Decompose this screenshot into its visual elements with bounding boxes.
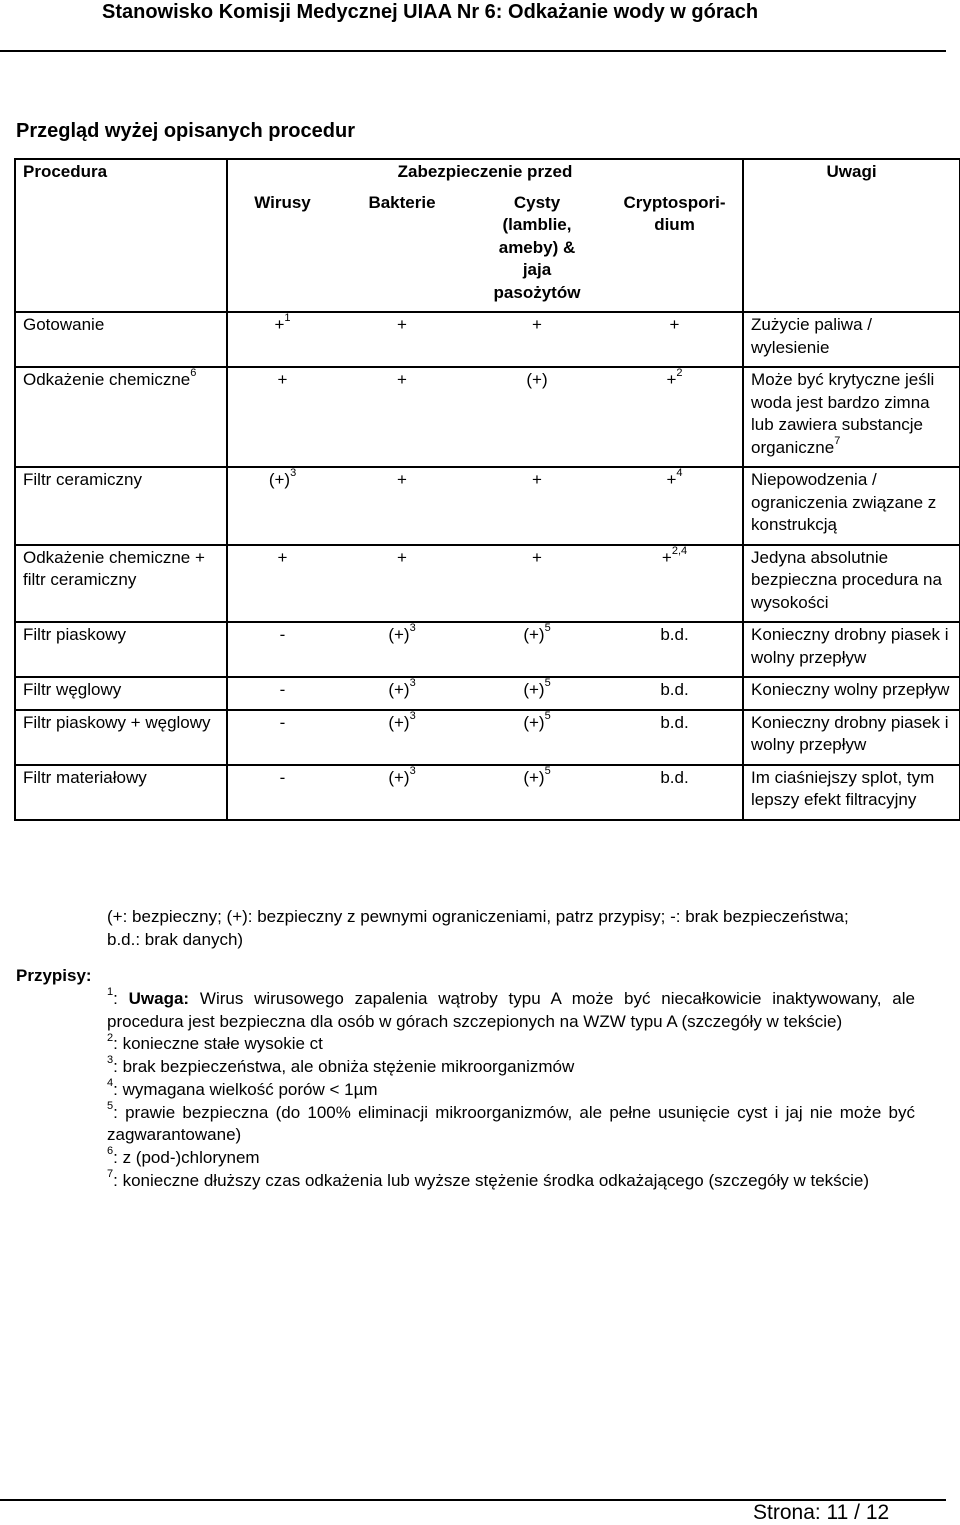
- footnote-item: $^7$: konieczne dłuższy czas odkażenia lub wyższe stężenie środka odkażającego (szczegóły w tekście): [107, 1167, 870, 1190]
- cell-procedure: Filtr piaskowy + węglowy: [15, 710, 227, 765]
- cell-remarks: Konieczny drobny piasek i wolny przepływ: [743, 622, 960, 677]
- cell-viruses: +$^1$: [227, 312, 337, 367]
- cell-bacteria: +: [337, 467, 467, 545]
- cell-crypto: +$^2$: [607, 367, 743, 467]
- cell-remarks: Konieczny wolny przepływ: [743, 677, 960, 710]
- cell-remarks: Jedyna absolutnie bezpieczna procedura na wysokości: [743, 545, 960, 623]
- cell-procedure: Filtr ceramiczny: [15, 467, 227, 545]
- footnote-item: $^1$: Uwaga: Wirus wirusowego zapalenia wątroby typu A może być niecałkowicie inaktywowany, ale procedura jest bezpieczna dla osób w górach szczepionych na WZW typu A (szczegóły w tekście): [107, 986, 915, 1031]
- cell-viruses: +: [227, 545, 337, 623]
- header-procedure: Procedura: [15, 159, 227, 312]
- cell-bacteria: +: [337, 545, 467, 623]
- footnotes-list: [107, 988, 915, 1192]
- procedures-table: [14, 158, 960, 821]
- footnotes-label: Przypisy:: [16, 966, 92, 985]
- cell-crypto: +$^4$: [607, 467, 743, 545]
- cell-remarks: Zużycie paliwa / wylesienie: [743, 312, 960, 367]
- footnote-item: $^5$: prawie bezpieczna (do 100% eliminacji mikroorganizmów, ale pełne usunięcie cyst i jaj nie może być zagwarantowane): [107, 1099, 916, 1145]
- cell-cysts: $(+)^5$: [467, 677, 607, 710]
- table-row: [15, 312, 960, 367]
- table-row: [15, 545, 960, 623]
- cell-cysts: +: [467, 312, 607, 367]
- footnote-item: $^4$: wymagana wielkość porów < 1µm: [107, 1077, 378, 1099]
- cell-procedure: Odkażenie chemiczne$^6$: [15, 367, 227, 467]
- cell-procedure: Filtr piaskowy: [15, 622, 227, 677]
- cell-cysts: +: [467, 467, 607, 545]
- cell-crypto: b.d.: [607, 622, 743, 677]
- header-bacteria: Bakterie: [337, 191, 467, 313]
- footnote-item: $^2$: konieczne stałe wysokie ct: [107, 1031, 323, 1054]
- header-viruses: Wirusy: [227, 191, 337, 313]
- footnote-item: $^3$: brak bezpieczeństwa, ale obniża stężenie mikroorganizmów: [107, 1054, 575, 1077]
- table-row: [15, 467, 960, 545]
- table-row: [15, 765, 960, 820]
- cell-bacteria: +: [337, 367, 467, 467]
- cell-crypto: b.d.: [607, 677, 743, 710]
- section-title: Przegląd wyżej opisanych procedur: [16, 120, 355, 142]
- cell-cysts: $(+)^5$: [467, 622, 607, 677]
- table-row: [15, 622, 960, 677]
- cell-bacteria: $(+)^3$: [337, 622, 467, 677]
- cell-viruses: +: [227, 367, 337, 467]
- cell-viruses: -: [227, 677, 337, 710]
- page-number: Strona: 11 / 12: [753, 1501, 890, 1524]
- cell-bacteria: $(+)^3$: [337, 765, 467, 820]
- cell-remarks: Może być krytyczne jeśli woda jest bardzo zimna lub zawiera substancje organiczne$^7$: [743, 367, 960, 467]
- cell-procedure: Gotowanie: [15, 312, 227, 367]
- cell-crypto: b.d.: [607, 765, 743, 820]
- cell-viruses: -: [227, 622, 337, 677]
- header-cysts: Cysty (lamblie, ameby) & jaja pasożytów: [467, 191, 607, 313]
- cell-procedure: Filtr węglowy: [15, 677, 227, 710]
- page-header: [0, 0, 946, 52]
- cell-procedure: Filtr materiałowy: [15, 765, 227, 820]
- header-cryptosporidium: Cryptospori-dium: [607, 191, 743, 313]
- cell-crypto: +: [607, 312, 743, 367]
- cell-remarks: Im ciaśniejszy splot, tym lepszy efekt filtracyjny: [743, 765, 960, 820]
- table-row: [15, 677, 960, 710]
- cell-remarks: Konieczny drobny piasek i wolny przepływ: [743, 710, 960, 765]
- header-protection-group: Zabezpieczenie przed: [227, 159, 743, 191]
- table-row: [15, 710, 960, 765]
- cell-crypto: b.d.: [607, 710, 743, 765]
- cell-cysts: +: [467, 545, 607, 623]
- table-legend: (+: bezpieczny; (+): bezpieczny z pewnymi ograniczeniami, patrz przypisy; -: brak bezpieczeństwa; b.d.: brak danych): [107, 907, 849, 949]
- cell-cysts: $(+)^5$: [467, 710, 607, 765]
- table-header-row-1: [15, 159, 960, 191]
- document-title: Stanowisko Komisji Medycznej UIAA Nr 6: Odkażanie wody w górach: [102, 1, 759, 23]
- cell-cysts: (+): [467, 367, 607, 467]
- cell-viruses: -: [227, 765, 337, 820]
- cell-viruses: $(+)^3$: [227, 467, 337, 545]
- cell-bacteria: $(+)^3$: [337, 710, 467, 765]
- cell-procedure: Odkażenie chemiczne + filtr ceramiczny: [15, 545, 227, 623]
- cell-crypto: +$^{2,4}$: [607, 545, 743, 623]
- header-remarks: Uwagi: [743, 159, 960, 312]
- footnote-item: $^6$: z (pod-)chlorynem: [107, 1145, 260, 1167]
- cell-viruses: -: [227, 710, 337, 765]
- table-row: [15, 367, 960, 467]
- cell-bacteria: $(+)^3$: [337, 677, 467, 710]
- cell-remarks: Niepowodzenia / ograniczenia związane z konstrukcją: [743, 467, 960, 545]
- cell-bacteria: +: [337, 312, 467, 367]
- cell-cysts: $(+)^5$: [467, 765, 607, 820]
